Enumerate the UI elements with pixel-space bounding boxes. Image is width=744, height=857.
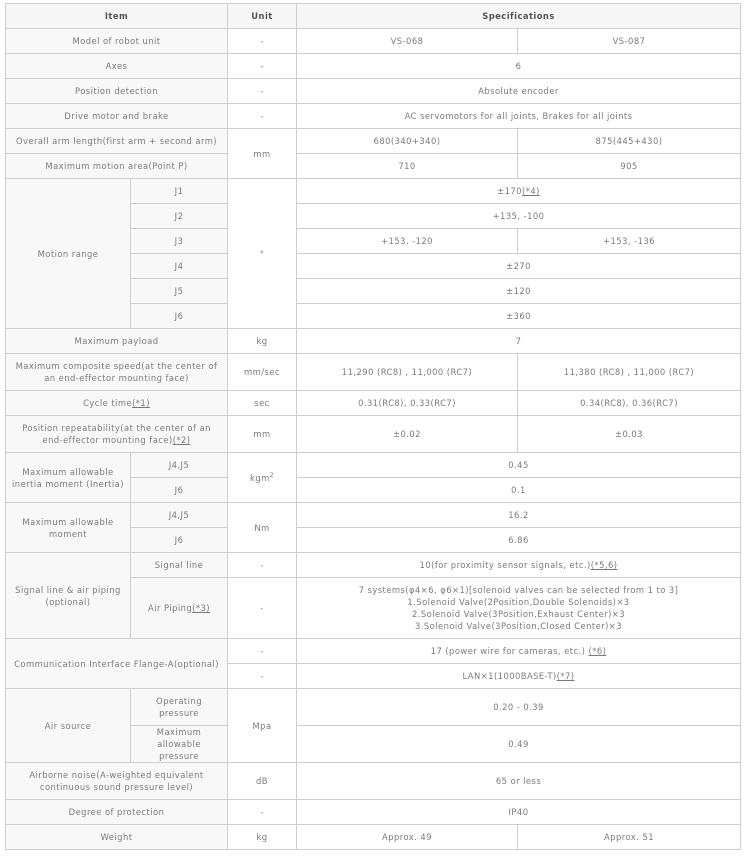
value-text: 10(for proximity sensor signals, etc.) xyxy=(419,560,591,570)
table-row xyxy=(6,453,741,478)
row-unit: - xyxy=(228,104,297,129)
value-text: 17 (power wire for cameras, etc.) xyxy=(430,646,589,656)
row-unit: ° xyxy=(228,179,297,329)
table-row xyxy=(6,800,741,825)
row-label: Model of robot unit xyxy=(6,29,228,54)
row-label: Maximum composite speed(at the center of an end-effector mounting face) xyxy=(6,354,228,391)
label-text: Position repeatability(at the center of an end-effector mounting face) xyxy=(22,423,211,445)
value-vs087: ±0.03 xyxy=(518,416,741,453)
value-line: 3.Solenoid Valve(3Position,Closed Center)×3 xyxy=(414,621,623,631)
value-vs068: 11,290 (RC8) , 11,000 (RC7) xyxy=(297,354,518,391)
value-vs087: 875(445+430) xyxy=(518,129,741,154)
label-text: Air Piping xyxy=(148,603,193,613)
row-unit: kg xyxy=(228,825,297,850)
value-line: 1.Solenoid Valve(2Position,Double Solenoids)×3 xyxy=(407,597,630,607)
sub-label: J1 xyxy=(131,179,228,204)
value-text: ±170 xyxy=(497,186,522,196)
value-vs087: +153, -136 xyxy=(518,229,741,254)
row-unit: kg xyxy=(228,329,297,354)
row-value xyxy=(297,664,741,689)
table-row xyxy=(6,416,741,453)
row-value xyxy=(297,578,741,639)
row-unit: mm xyxy=(228,129,297,179)
row-value: 6 xyxy=(297,54,741,79)
table-row xyxy=(6,825,741,850)
row-value: 65 or less xyxy=(297,763,741,800)
row-unit: Mpa xyxy=(228,689,297,763)
value-vs087: 11,380 (RC8) , 11,000 (RC7) xyxy=(518,354,741,391)
row-unit: mm/sec xyxy=(228,354,297,391)
row-value xyxy=(297,179,741,204)
unit-superscript: 2 xyxy=(269,471,274,479)
sub-label: J6 xyxy=(131,478,228,503)
row-unit: - xyxy=(228,578,297,639)
row-unit: - xyxy=(228,639,297,664)
table-row xyxy=(6,79,741,104)
value-text: LAN×1(1000BASE-T) xyxy=(462,671,557,681)
sub-label: J6 xyxy=(131,528,228,553)
footnote-link[interactable]: (*2) xyxy=(172,435,191,445)
row-value: 16.2 xyxy=(297,503,741,528)
row-label: Position detection xyxy=(6,79,228,104)
row-value: 7 xyxy=(297,329,741,354)
value-vs068: Approx. 49 xyxy=(297,825,518,850)
footnote-link[interactable]: (*5,6) xyxy=(590,560,618,570)
row-value xyxy=(297,553,741,578)
row-label: Degree of protection xyxy=(6,800,228,825)
sub-label: J4,J5 xyxy=(131,503,228,528)
footnote-link[interactable]: (*7) xyxy=(556,671,575,681)
value-vs087: VS-087 xyxy=(518,29,741,54)
row-label: Maximum allowable inertia moment (Inertia) xyxy=(6,453,131,503)
sub-label: J2 xyxy=(131,204,228,229)
row-unit: - xyxy=(228,54,297,79)
row-value: 0.45 xyxy=(297,453,741,478)
row-unit: sec xyxy=(228,391,297,416)
table-row xyxy=(6,503,741,528)
table-row xyxy=(6,553,741,578)
value-vs087: 905 xyxy=(518,154,741,179)
sub-label: Maximum allowable pressure xyxy=(131,726,228,763)
footnote-link[interactable]: (*3) xyxy=(192,603,210,613)
table-row xyxy=(6,329,741,354)
row-label: Air source xyxy=(6,689,131,763)
sub-label: Signal line xyxy=(131,553,228,578)
table-row xyxy=(6,689,741,726)
row-unit: - xyxy=(228,664,297,689)
sub-label: J6 xyxy=(131,304,228,329)
table-header-row xyxy=(6,4,741,29)
row-value: ±270 xyxy=(297,254,741,279)
value-vs087: Approx. 51 xyxy=(518,825,741,850)
row-value: AC servomotors for all joints, Brakes for all joints xyxy=(297,104,741,129)
row-label xyxy=(6,391,228,416)
row-label: Overall arm length(first arm + second arm) xyxy=(6,129,228,154)
value-vs068: 0.31(RC8), 0.33(RC7) xyxy=(297,391,518,416)
row-value: 0.20 - 0.39 xyxy=(297,689,741,726)
table-row xyxy=(6,104,741,129)
row-value: ±360 xyxy=(297,304,741,329)
row-unit: - xyxy=(228,29,297,54)
row-value: Absolute encoder xyxy=(297,79,741,104)
row-label: Weight xyxy=(6,825,228,850)
value-vs068: 710 xyxy=(297,154,518,179)
table-row xyxy=(6,129,741,154)
row-value: 0.49 xyxy=(297,726,741,763)
row-value: +135, -100 xyxy=(297,204,741,229)
row-unit: mm xyxy=(228,416,297,453)
value-vs068: VS-068 xyxy=(297,29,518,54)
value-line: 7 systems(φ4×6, φ6×1)[solenoid valves can be selected from 1 to 3] xyxy=(358,585,679,595)
row-label: Communication Interface Flange-A(optional) xyxy=(6,639,228,689)
row-value xyxy=(297,639,741,664)
header-item: Item xyxy=(6,4,228,29)
row-label: Maximum motion area(Point P) xyxy=(6,154,228,179)
table-row xyxy=(6,391,741,416)
row-label: Signal line & air piping (optional) xyxy=(6,553,131,639)
sub-label: J4 xyxy=(131,254,228,279)
row-unit: dB xyxy=(228,763,297,800)
row-value: 0.1 xyxy=(297,478,741,503)
row-value: IP40 xyxy=(297,800,741,825)
footnote-link[interactable]: (*6) xyxy=(588,646,607,656)
unit-text: kgm xyxy=(250,472,270,483)
footnote-link[interactable]: (*1) xyxy=(132,398,150,408)
sub-label: J4,J5 xyxy=(131,453,228,478)
header-specifications: Specifications xyxy=(297,4,741,29)
sub-label: J3 xyxy=(131,229,228,254)
table-row xyxy=(6,354,741,391)
row-unit: Nm xyxy=(228,503,297,553)
row-unit: - xyxy=(228,800,297,825)
table-row xyxy=(6,179,741,204)
table-row xyxy=(6,639,741,664)
row-label: Maximum allowable moment xyxy=(6,503,131,553)
row-label: Axes xyxy=(6,54,228,79)
row-label xyxy=(6,416,228,453)
table-row xyxy=(6,154,741,179)
specifications-table xyxy=(5,3,741,850)
row-label: Motion range xyxy=(6,179,131,329)
sub-label: J5 xyxy=(131,279,228,304)
sub-label: Operating pressure xyxy=(131,689,228,726)
label-text: Cycle time xyxy=(83,398,133,408)
table-row xyxy=(6,763,741,800)
table-row xyxy=(6,54,741,79)
row-unit: - xyxy=(228,79,297,104)
footnote-link[interactable]: (*4) xyxy=(521,186,540,196)
row-unit: - xyxy=(228,553,297,578)
value-vs068: 680(340+340) xyxy=(297,129,518,154)
value-vs087: 0.34(RC8), 0.36(RC7) xyxy=(518,391,741,416)
sub-label xyxy=(131,578,228,639)
value-vs068: ±0.02 xyxy=(297,416,518,453)
row-value: 6.86 xyxy=(297,528,741,553)
header-unit: Unit xyxy=(228,4,297,29)
row-label: Maximum payload xyxy=(6,329,228,354)
row-value: ±120 xyxy=(297,279,741,304)
value-line: 2.Solenoid Valve(3Position,Exhaust Center)×3 xyxy=(411,609,626,619)
spec-table-container xyxy=(5,3,741,850)
value-vs068: +153, -120 xyxy=(297,229,518,254)
table-row xyxy=(6,29,741,54)
row-label: Airborne noise(A-weighted equivalent continuous sound pressure level) xyxy=(6,763,228,800)
row-label: Drive motor and brake xyxy=(6,104,228,129)
row-unit xyxy=(228,453,297,503)
